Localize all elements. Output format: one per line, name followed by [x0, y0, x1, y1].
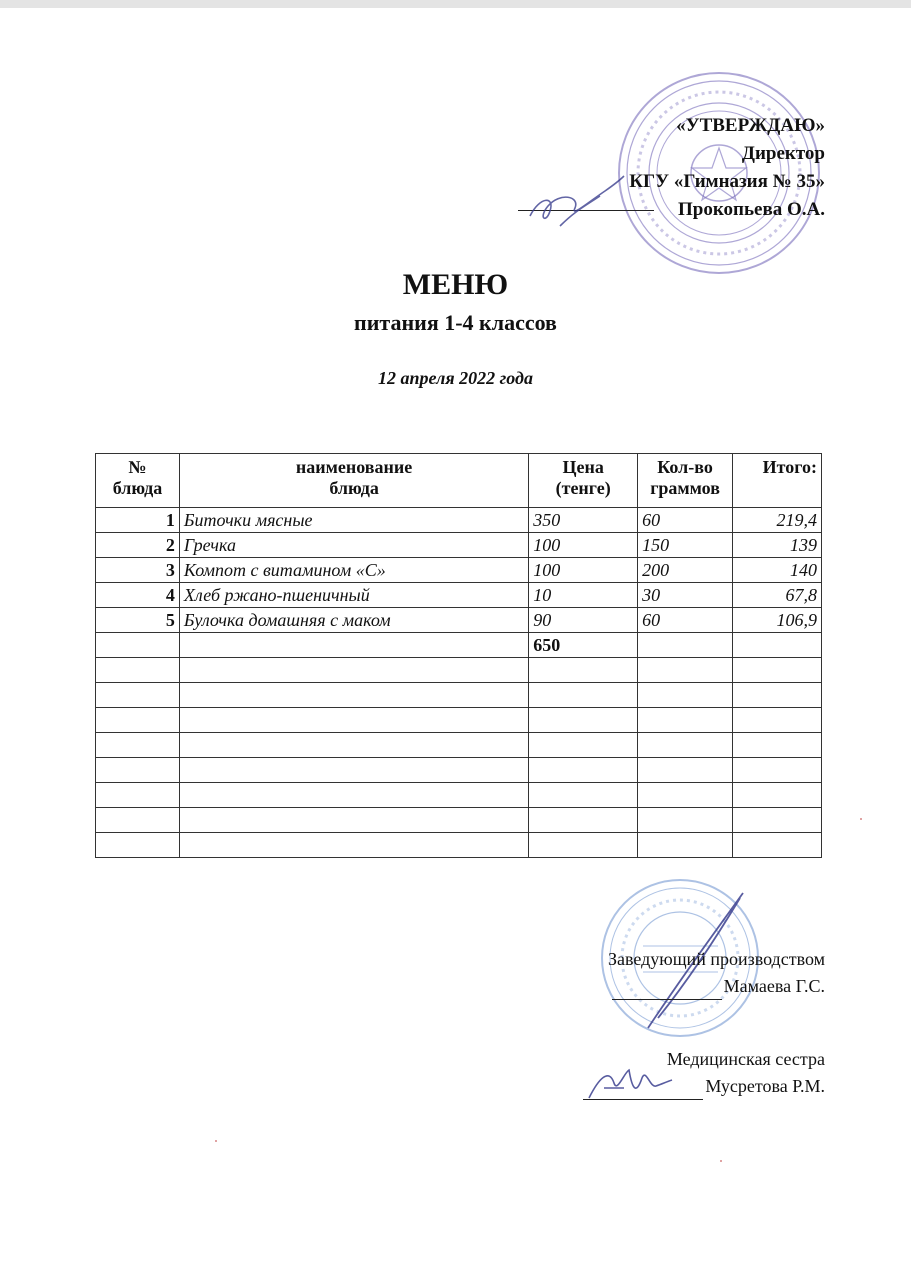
approval-position: Директор	[741, 143, 825, 164]
production-manager-name: Мамаева Г.С.	[723, 976, 825, 996]
row-dish-name: Биточки мясные	[179, 508, 528, 533]
approval-heading: «УТВЕРЖДАЮ»	[676, 115, 825, 136]
nurse-title: Медицинская сестра	[666, 1049, 825, 1069]
header-total: Итого:	[733, 454, 822, 508]
director-signature	[520, 166, 630, 236]
nurse-name: Мусретова Р.М.	[705, 1076, 825, 1096]
row-total: 140	[733, 558, 822, 583]
header-grams: Кол-во граммов	[638, 454, 733, 508]
empty-row	[96, 808, 822, 833]
empty-row	[96, 758, 822, 783]
row-grams: 60	[638, 608, 733, 633]
row-number: 2	[96, 533, 180, 558]
page-top-edge	[0, 0, 911, 8]
row-dish-name: Компот с витамином «С»	[179, 558, 528, 583]
table-row	[96, 558, 822, 583]
production-signature-line	[612, 981, 722, 1000]
table-header-row	[96, 454, 822, 508]
row-price: 90	[529, 608, 638, 633]
table-row	[96, 608, 822, 633]
approval-organization: КГУ «Гимназия № 35»	[629, 171, 825, 192]
row-number: 4	[96, 583, 180, 608]
page-title: МЕНЮ	[402, 268, 509, 301]
approval-block	[629, 112, 825, 224]
empty-row	[96, 708, 822, 733]
table-row	[96, 583, 822, 608]
paper-speck	[860, 818, 862, 820]
row-total: 139	[733, 533, 822, 558]
row-grams: 30	[638, 583, 733, 608]
row-dish-name: Хлеб ржано-пшеничный	[179, 583, 528, 608]
row-dish-name: Гречка	[179, 533, 528, 558]
empty-row	[96, 658, 822, 683]
empty-row	[96, 733, 822, 758]
row-total: 106,9	[733, 608, 822, 633]
sum-row	[96, 633, 822, 658]
empty-row	[96, 833, 822, 858]
row-price: 100	[529, 533, 638, 558]
production-manager-title: Заведующий производством	[607, 949, 825, 969]
row-grams: 150	[638, 533, 733, 558]
table-row	[96, 508, 822, 533]
row-price: 100	[529, 558, 638, 583]
page-subtitle: питания 1-4 классов	[354, 310, 557, 335]
paper-speck	[720, 1160, 722, 1162]
row-grams: 60	[638, 508, 733, 533]
paper-speck	[215, 1140, 217, 1142]
row-price: 350	[529, 508, 638, 533]
row-dish-name: Булочка домашняя с маком	[179, 608, 528, 633]
empty-row	[96, 683, 822, 708]
row-number: 3	[96, 558, 180, 583]
row-total: 67,8	[733, 583, 822, 608]
row-total: 219,4	[733, 508, 822, 533]
production-manager-block	[608, 946, 825, 1000]
table-row	[96, 533, 822, 558]
nurse-block	[583, 1046, 825, 1100]
approval-director-name: Прокопьева О.А.	[678, 199, 825, 220]
header-number: № блюда	[96, 454, 180, 508]
header-price: Цена (тенге)	[529, 454, 638, 508]
row-number: 5	[96, 608, 180, 633]
header-name: наименование блюда	[179, 454, 528, 508]
price-sum: 650	[529, 633, 638, 658]
row-number: 1	[96, 508, 180, 533]
menu-date: 12 апреля 2022 года	[378, 368, 533, 388]
row-grams: 200	[638, 558, 733, 583]
row-price: 10	[529, 583, 638, 608]
empty-row	[96, 783, 822, 808]
menu-table	[95, 453, 822, 858]
nurse-signature-line	[583, 1081, 703, 1100]
